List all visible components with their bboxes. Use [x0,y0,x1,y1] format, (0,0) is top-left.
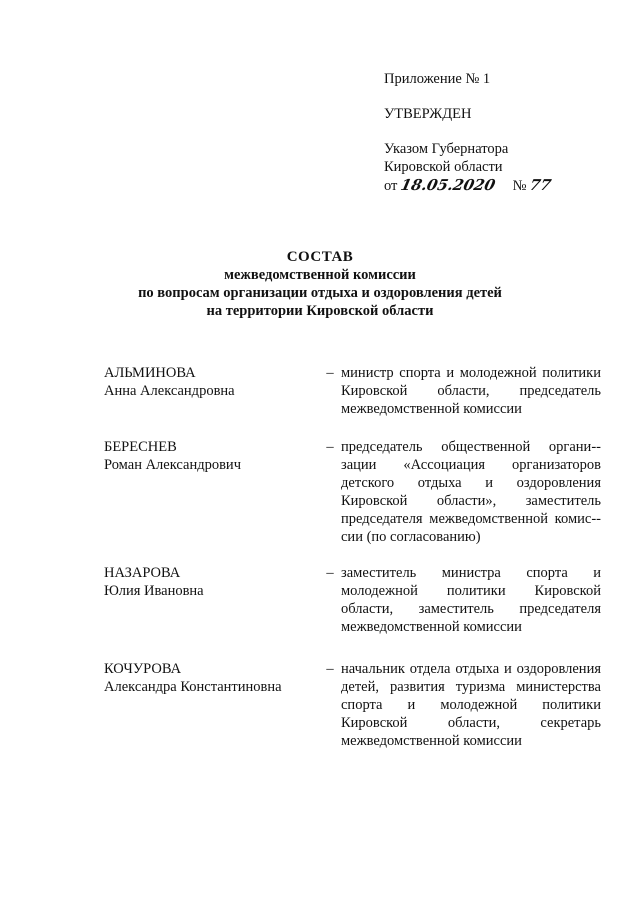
member-dash: – [326,365,334,381]
member-role: заместитель министра спорта и молодежной политики Кировской области, заместитель председателя межведомственной комиссии [341,565,601,635]
decree-line-1: Указом Губернатора [384,141,509,157]
member-name [104,660,319,696]
member-role: министр спорта и молодежной политики Кировской области, председатель межведомственной комиссии [341,365,601,417]
member-given-names: Александра Константиновна [104,679,282,695]
member-dash: – [326,439,334,455]
member-name [104,364,319,400]
from-label: от [384,178,398,194]
member-role: председатель общественной органи-зации «Ассоциация организаторов детского отдыха и оздоровления Кировской области», заместитель председателя межведомственной комис-сии (по согласованию) [341,439,601,545]
member-surname: БЕРЕСНЕВ [104,439,177,455]
appendix-label: Приложение № 1 [384,71,491,87]
member-dash: – [326,661,334,677]
title-line-2: по вопросам организации отдыха и оздоровления детей [138,285,502,301]
handwritten-date: 18.05.2020 [399,176,497,194]
member-given-names: Роман Александрович [104,457,241,473]
member-entry [104,660,601,749]
approval-block [384,70,624,195]
document-title [0,248,640,320]
member-name [104,564,319,600]
title-line-3: на территории Кировской области [206,303,434,319]
member-given-names: Юлия Ивановна [104,583,204,599]
title-line-1: межведомственной комиссии [224,267,416,283]
member-role: начальник отдела отдыха и оздоровления детей, развития туризма министерства спорта и молодежной политики Кировской области, секретарь межведомственной комиссии [341,661,601,749]
member-entry [104,364,601,417]
number-label: № [512,178,527,194]
member-name [104,438,319,474]
decree-line-2: Кировской области [384,159,503,175]
member-entry [104,564,601,635]
member-surname: АЛЬМИНОВА [104,365,196,381]
handwritten-number: 77 [528,176,553,194]
member-dash: – [326,565,334,581]
member-given-names: Анна Александровна [104,383,235,399]
decree-date-line [384,176,624,195]
approved-label: УТВЕРЖДЕН [384,106,472,122]
member-surname: НАЗАРОВА [104,565,181,581]
member-entry [104,438,601,545]
member-surname: КОЧУРОВА [104,661,182,677]
title-heading: СОСТАВ [286,249,354,265]
